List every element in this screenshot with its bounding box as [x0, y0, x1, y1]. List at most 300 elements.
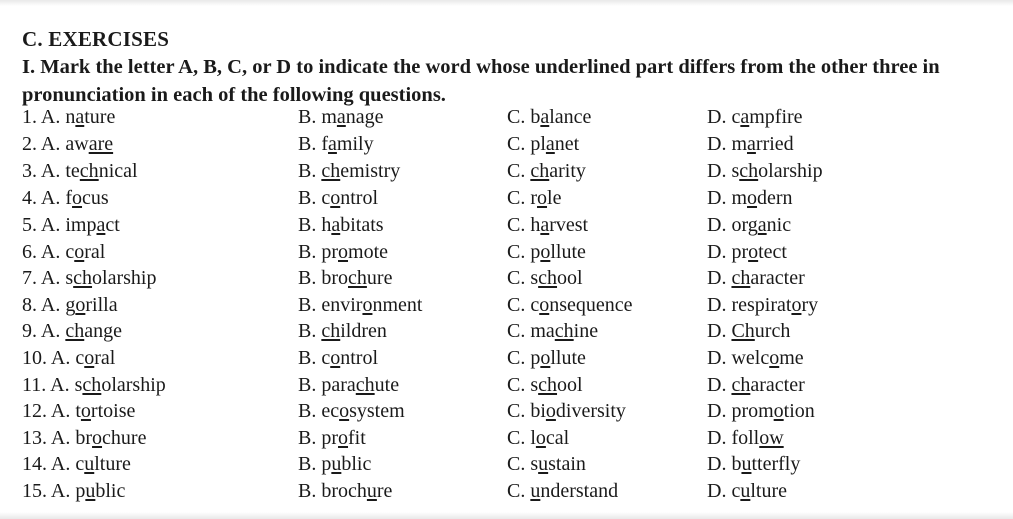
option-letter: A. [40, 293, 61, 316]
option-c[interactable] [507, 398, 626, 425]
word-prefix: g [65, 293, 76, 316]
word-prefix: b [530, 106, 541, 128]
question-number: 3. [22, 160, 37, 182]
option-c[interactable] [507, 104, 591, 131]
option-a[interactable] [22, 185, 109, 212]
option-a[interactable] [22, 131, 113, 158]
option-c[interactable] [507, 345, 586, 372]
underlined-part: ch [79, 160, 99, 182]
word-suffix: lture [94, 453, 131, 476]
word-suffix: ure [366, 267, 393, 290]
word-suffix: system [349, 400, 405, 423]
option-letter: C. [507, 400, 526, 423]
option-c[interactable] [507, 212, 588, 239]
option-letter: D. [707, 373, 727, 396]
option-letter: B. [298, 346, 317, 369]
option-letter: D. [707, 133, 727, 155]
option-letter: A. [50, 453, 71, 476]
word-prefix: c [530, 293, 540, 316]
question-number: 13. [22, 426, 47, 449]
underlined-part: a [545, 133, 555, 155]
question-number: 6. [22, 240, 37, 263]
underlined-part: a [757, 214, 767, 236]
word-prefix: s [530, 373, 539, 396]
word-suffix: ct [105, 214, 120, 236]
word-prefix: bi [530, 400, 546, 423]
question-number: 11. [22, 373, 47, 396]
word-prefix: para [321, 373, 356, 396]
option-c[interactable] [507, 318, 598, 345]
word-prefix: s [731, 160, 740, 182]
word-suffix: cal [545, 426, 570, 449]
option-letter: B. [298, 240, 317, 263]
scan-bottom-edge [0, 512, 1013, 519]
word-suffix: ral [84, 240, 106, 263]
underlined-part: ch [348, 267, 367, 290]
underlined-part: a [747, 133, 756, 155]
word-prefix: s [530, 453, 539, 476]
option-d[interactable] [707, 451, 800, 478]
option-d[interactable] [707, 158, 823, 185]
word-suffix: blic [341, 453, 372, 476]
option-c[interactable] [507, 185, 561, 212]
option-letter: D. [707, 346, 727, 369]
option-letter: C. [507, 187, 526, 209]
word-suffix: ntrol [340, 346, 379, 369]
word-prefix: welc [731, 346, 770, 369]
underlined-part: o [535, 426, 546, 449]
underlined-part: o [92, 426, 103, 449]
option-c[interactable] [507, 451, 586, 478]
option-a[interactable] [22, 212, 120, 239]
underlined-part: u [331, 453, 342, 476]
underlined-part: o [362, 293, 373, 316]
word-suffix: fit [348, 426, 366, 449]
question-number: 4. [22, 187, 37, 209]
option-letter: D. [707, 240, 727, 263]
word-prefix: s [65, 267, 74, 290]
word-prefix: r [530, 187, 538, 209]
word-suffix: llute [550, 240, 586, 263]
word-suffix: aracter [750, 373, 805, 396]
question-row [22, 131, 1007, 158]
option-d[interactable] [707, 398, 815, 425]
scan-top-edge [0, 0, 1013, 6]
option-letter: C. [507, 346, 526, 369]
underlined-part: u [538, 453, 549, 476]
underlined-part: a [336, 106, 346, 128]
option-letter: C. [507, 320, 526, 343]
word-prefix: p [75, 479, 86, 502]
option-letter: C. [507, 293, 526, 316]
option-c[interactable] [507, 292, 633, 319]
underlined-part: u [84, 453, 95, 476]
option-a[interactable] [22, 104, 115, 131]
option-letter: A. [40, 267, 61, 290]
option-d[interactable] [707, 131, 794, 158]
option-a[interactable] [22, 451, 131, 478]
question-row [22, 478, 1007, 505]
option-a[interactable] [22, 345, 115, 372]
word-prefix: pr [321, 240, 339, 263]
underlined-part: o [338, 426, 349, 449]
word-prefix: t [75, 400, 81, 423]
underlined-part: o [773, 400, 784, 423]
word-suffix: nsequence [549, 293, 633, 316]
underlined-part: ow [759, 426, 784, 449]
word-suffix: ry [801, 293, 819, 316]
word-prefix: te [65, 160, 80, 182]
option-letter: A. [40, 160, 61, 182]
option-c[interactable] [507, 425, 569, 452]
word-suffix: rried [755, 133, 794, 155]
word-suffix: cus [82, 187, 109, 209]
word-prefix: bro [321, 267, 349, 290]
underlined-part: o [74, 240, 85, 263]
option-letter: A. [40, 106, 61, 128]
option-d[interactable] [707, 212, 791, 239]
word-suffix: nderstand [540, 479, 619, 502]
option-letter: A. [50, 479, 71, 502]
word-suffix: le [547, 187, 562, 209]
option-c[interactable] [507, 131, 579, 158]
option-b[interactable] [298, 185, 378, 212]
word-suffix: rvest [549, 214, 589, 236]
word-suffix: tterfly [751, 453, 801, 476]
word-suffix: ange [84, 320, 123, 343]
question-row [22, 345, 1007, 372]
option-letter: B. [298, 293, 317, 316]
option-letter: B. [298, 373, 317, 396]
word-prefix: broch [321, 479, 367, 502]
question-number: 7. [22, 267, 37, 290]
underlined-part: ch [355, 373, 375, 396]
option-b[interactable] [298, 398, 405, 425]
option-a[interactable] [22, 318, 122, 345]
question-row [22, 425, 1007, 452]
word-suffix: mote [348, 240, 389, 263]
underlined-part: o [339, 400, 350, 423]
question-list [22, 104, 1007, 505]
option-letter: A. [40, 133, 61, 155]
word-prefix: pl [530, 133, 546, 155]
underlined-part: ch [65, 320, 85, 343]
option-b[interactable] [298, 265, 392, 292]
option-letter: C. [507, 160, 526, 182]
word-suffix: ool [557, 267, 583, 290]
option-letter: C. [507, 373, 526, 396]
word-suffix: nical [98, 160, 138, 182]
word-suffix: tect [758, 240, 787, 263]
word-prefix: h [321, 214, 332, 236]
option-a[interactable] [22, 478, 125, 505]
question-row [22, 265, 1007, 292]
option-letter: D. [707, 453, 727, 476]
underlined-part: o [338, 240, 349, 263]
word-prefix: p [530, 240, 541, 263]
underlined-part: o [539, 293, 550, 316]
option-letter: B. [298, 400, 317, 423]
option-a[interactable] [22, 239, 105, 266]
underlined-part: a [96, 214, 106, 236]
word-suffix: aracter [750, 267, 805, 290]
underlined-part: o [72, 187, 83, 209]
option-letter: A. [50, 373, 70, 396]
option-b[interactable] [298, 425, 366, 452]
underlined-part: ch [82, 373, 102, 396]
word-prefix: c [731, 106, 741, 128]
word-suffix: chure [102, 426, 147, 449]
question-row [22, 318, 1007, 345]
word-suffix: me [779, 346, 804, 369]
option-letter: B. [298, 426, 317, 449]
word-suffix: rilla [85, 293, 118, 316]
option-letter: B. [298, 160, 317, 182]
word-prefix: l [530, 426, 536, 449]
option-b[interactable] [298, 478, 392, 505]
question-number: 15. [22, 479, 47, 502]
underlined-part: ch [731, 373, 751, 396]
question-number: 1. [22, 106, 37, 128]
question-row [22, 158, 1007, 185]
word-prefix: s [74, 373, 83, 396]
word-suffix: blic [95, 479, 126, 502]
option-d[interactable] [707, 478, 787, 505]
instruction-text: I. Mark the letter A, B, C, or D to indicate the word whose underlined part differs from the other three in pronunciation in each of the following questions. [22, 56, 940, 106]
option-b[interactable] [298, 345, 378, 372]
option-letter: C. [507, 453, 526, 476]
option-letter: D. [707, 479, 727, 502]
word-suffix: olarship [758, 160, 823, 182]
option-c[interactable] [507, 239, 586, 266]
underlined-part: a [328, 133, 337, 155]
underlined-part: u [741, 453, 752, 476]
option-d[interactable] [707, 239, 787, 266]
word-prefix: f [65, 187, 73, 209]
word-suffix: urch [754, 320, 791, 343]
word-prefix: c [321, 346, 331, 369]
word-suffix: tion [783, 400, 815, 423]
word-prefix: pr [321, 426, 339, 449]
underlined-part: a [75, 106, 85, 128]
option-letter: A. [40, 214, 61, 236]
underlined-part: ch [739, 160, 759, 182]
word-prefix: p [321, 453, 332, 476]
option-b[interactable] [298, 104, 384, 131]
option-letter: B. [298, 187, 317, 209]
word-prefix: ma [530, 320, 555, 343]
option-d[interactable] [707, 372, 805, 399]
question-number: 10. [22, 346, 47, 369]
option-b[interactable] [298, 292, 422, 319]
option-letter: C. [507, 426, 526, 449]
option-a[interactable] [22, 398, 135, 425]
question-number: 9. [22, 320, 37, 343]
underlined-part: ch [73, 267, 93, 290]
question-row [22, 212, 1007, 239]
word-suffix: nment [372, 293, 423, 316]
question-row [22, 185, 1007, 212]
underlined-part: o [330, 346, 341, 369]
option-letter: A. [40, 320, 61, 343]
word-prefix: aw [65, 133, 89, 155]
option-b[interactable] [298, 318, 387, 345]
option-b[interactable] [298, 158, 400, 185]
word-suffix: arity [549, 160, 586, 182]
question-row [22, 398, 1007, 425]
option-letter: A. [50, 426, 71, 449]
word-prefix: c [75, 346, 85, 369]
underlined-part: o [748, 240, 759, 263]
question-number: 5. [22, 214, 37, 236]
question-row [22, 451, 1007, 478]
word-suffix: ine [573, 320, 599, 343]
option-a[interactable] [22, 425, 146, 452]
underlined-part: are [88, 133, 114, 155]
word-suffix: ral [94, 346, 116, 369]
word-prefix: m [731, 133, 748, 155]
option-letter: D. [707, 106, 727, 128]
underlined-part: o [791, 293, 802, 316]
word-prefix: org [731, 214, 758, 236]
question-row [22, 239, 1007, 266]
option-letter: C. [507, 106, 526, 128]
option-d[interactable] [707, 318, 790, 345]
underlined-part: u [366, 479, 377, 502]
word-prefix: b [731, 453, 742, 476]
word-prefix: n [65, 106, 76, 128]
underlined-part: ch [731, 267, 751, 290]
option-b[interactable] [298, 372, 399, 399]
underlined-part: a [540, 106, 550, 128]
underlined-part: ch [530, 160, 550, 182]
word-prefix: h [530, 214, 541, 236]
word-prefix: p [530, 346, 541, 369]
option-c[interactable] [507, 265, 583, 292]
option-b[interactable] [298, 131, 374, 158]
word-suffix: diversity [555, 400, 626, 423]
underlined-part: o [747, 187, 758, 209]
word-suffix: olarship [92, 267, 157, 290]
option-letter: C. [507, 240, 526, 263]
option-letter: D. [707, 320, 727, 343]
option-d[interactable] [707, 265, 805, 292]
word-prefix: c [75, 453, 85, 476]
underlined-part: a [331, 214, 341, 236]
option-letter: B. [298, 267, 317, 290]
word-suffix: olarship [101, 373, 166, 396]
word-suffix: mily [336, 133, 374, 155]
word-prefix: f [321, 133, 329, 155]
option-d[interactable] [707, 292, 818, 319]
word-suffix: lance [549, 106, 592, 128]
underlined-part: o [75, 293, 86, 316]
section-title: C. EXERCISES [22, 27, 170, 51]
option-letter: C. [507, 133, 526, 155]
option-letter: D. [707, 426, 727, 449]
word-prefix: imp [65, 214, 97, 236]
option-letter: A. [50, 400, 71, 423]
underlined-part: u [85, 479, 96, 502]
word-suffix: re [376, 479, 393, 502]
option-a[interactable] [22, 158, 138, 185]
word-suffix: ildren [340, 320, 387, 343]
word-prefix: c [731, 479, 741, 502]
question-row [22, 104, 1007, 131]
option-b[interactable] [298, 212, 384, 239]
underlined-part: ch [538, 373, 558, 396]
option-letter: C. [507, 214, 526, 236]
option-c[interactable] [507, 372, 583, 399]
word-prefix: envir [321, 293, 363, 316]
word-suffix: dern [757, 187, 793, 209]
underlined-part: o [540, 240, 551, 263]
underlined-part: ch [321, 320, 341, 343]
option-letter: D. [707, 214, 727, 236]
word-prefix: foll [731, 426, 760, 449]
underlined-part: ch [554, 320, 574, 343]
word-suffix: ture [84, 106, 116, 128]
underlined-part: ch [321, 160, 341, 182]
option-letter: A. [40, 187, 61, 209]
option-b[interactable] [298, 451, 371, 478]
word-prefix: pr [731, 240, 749, 263]
word-suffix: ntrol [340, 187, 379, 209]
word-suffix: ute [374, 373, 400, 396]
question-number: 14. [22, 453, 47, 476]
underlined-part: u [740, 479, 751, 502]
option-d[interactable] [707, 185, 793, 212]
option-c[interactable] [507, 478, 618, 505]
question-row [22, 292, 1007, 319]
underlined-part: a [740, 106, 750, 128]
option-letter: D. [707, 400, 727, 423]
word-prefix: m [321, 106, 337, 128]
option-d[interactable] [707, 104, 803, 131]
underlined-part: Ch [731, 320, 755, 343]
underlined-part: o [330, 187, 341, 209]
question-row [22, 372, 1007, 399]
word-suffix: lture [750, 479, 787, 502]
underlined-part: o [537, 187, 548, 209]
word-suffix: llute [550, 346, 586, 369]
underlined-part: o [84, 346, 95, 369]
word-prefix: respirat [731, 293, 792, 316]
question-number: 12. [22, 400, 47, 423]
option-d[interactable] [707, 425, 784, 452]
option-letter: B. [298, 453, 317, 476]
option-a[interactable] [22, 292, 118, 319]
option-c[interactable] [507, 158, 586, 185]
word-suffix: mpfire [749, 106, 803, 128]
word-prefix: prom [731, 400, 774, 423]
underlined-part: o [540, 346, 551, 369]
word-suffix: nage [345, 106, 384, 128]
option-letter: D. [707, 160, 727, 182]
option-letter: D. [707, 187, 727, 209]
option-a[interactable] [22, 372, 166, 399]
option-d[interactable] [707, 345, 804, 372]
word-suffix: rtoise [90, 400, 136, 423]
underlined-part: o [545, 400, 556, 423]
word-suffix: bitats [340, 214, 384, 236]
option-letter: B. [298, 106, 317, 128]
option-a[interactable] [22, 265, 156, 292]
word-prefix: c [65, 240, 75, 263]
question-number: 8. [22, 293, 37, 316]
option-b[interactable] [298, 239, 388, 266]
option-letter: B. [298, 320, 317, 343]
